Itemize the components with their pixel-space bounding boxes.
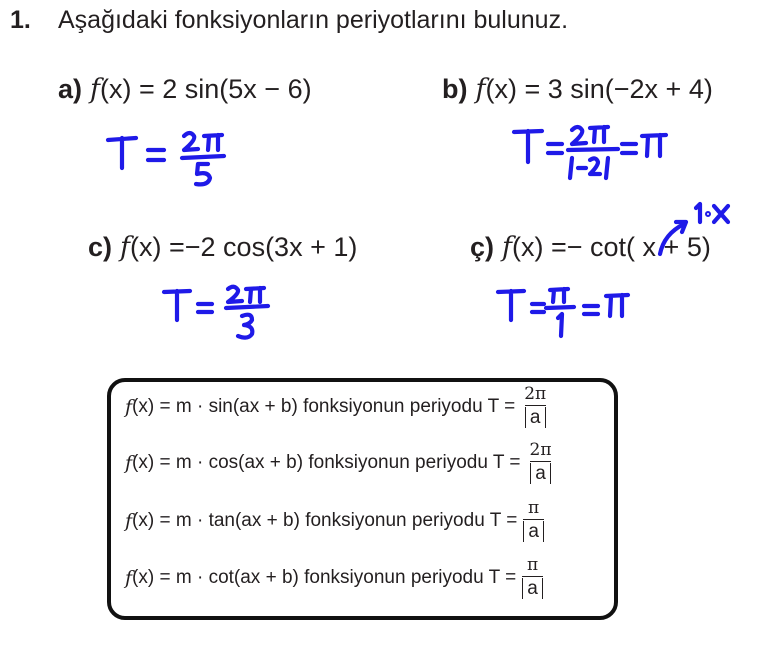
- rule-cos-numerator: 2π: [529, 440, 552, 460]
- problem-b: [442, 74, 713, 105]
- handwritten-answer-b: [510, 122, 690, 188]
- rule-cot: [125, 557, 543, 598]
- problem-c: [88, 232, 357, 263]
- problem-cc-fn: f: [502, 232, 513, 263]
- rule-cot-denominator: [522, 576, 543, 598]
- handwritten-answer-cc: [494, 284, 644, 342]
- rule-sin-fraction: [521, 386, 549, 427]
- rule-tan-fraction: [523, 500, 544, 541]
- rule-cos-abs-a: a: [530, 463, 551, 484]
- question-text: Aşağıdaki fonksiyonların periyotlarını bulunuz.: [58, 6, 569, 34]
- rule-cot-numerator: π: [526, 555, 539, 575]
- rule-cot-fn: f: [125, 566, 133, 589]
- problem-cc-label: ç): [470, 232, 495, 262]
- formula-box: [107, 378, 618, 620]
- problem-b-expr: (x) = 3 sin(−2x + 4): [485, 74, 713, 104]
- problem-b-label: b): [442, 74, 468, 104]
- question-number: 1.: [10, 6, 31, 34]
- rule-cot-fraction: [522, 557, 543, 598]
- problem-a-expr: (x) = 2 sin(5x − 6): [100, 74, 312, 104]
- handwritten-answer-a: [104, 128, 234, 194]
- rule-tan-text: (x) = m · tan(ax + b) fonksiyonun periyodu T =: [132, 509, 518, 531]
- problem-a-fn: f: [90, 74, 101, 105]
- problem-cc-expr: (x) =− cot( x + 5): [512, 232, 711, 262]
- rule-tan: [125, 500, 544, 541]
- rule-sin-abs-a: a: [525, 407, 546, 428]
- rule-sin-fn: f: [125, 395, 133, 418]
- rule-cos-fraction: [527, 442, 555, 483]
- problem-a: [58, 74, 312, 105]
- rule-sin-numerator: 2π: [524, 384, 547, 404]
- rule-sin-text: (x) = m · sin(ax + b) fonksiyonun periyodu T =: [132, 395, 516, 417]
- problem-c-label: c): [88, 232, 113, 262]
- problem-c-fn: f: [120, 232, 131, 263]
- rule-cos-text: (x) = m · cos(ax + b) fonksiyonun periyodu T =: [132, 451, 521, 473]
- rule-sin: [125, 386, 549, 427]
- rule-tan-denominator: [523, 519, 544, 541]
- rule-cos: [125, 442, 555, 483]
- rule-cot-text: (x) = m · cot(ax + b) fonksiyonun periyodu T =: [132, 566, 517, 588]
- rule-cos-fn: f: [125, 451, 133, 474]
- problem-b-fn: f: [475, 74, 486, 105]
- handwritten-answer-c: [160, 284, 280, 342]
- rule-tan-fn: f: [125, 509, 133, 532]
- rule-cot-abs-a: a: [522, 578, 543, 599]
- problem-a-label: a): [58, 74, 83, 104]
- rule-tan-numerator: π: [528, 498, 540, 518]
- rule-tan-abs-a: a: [523, 521, 544, 542]
- problem-c-expr: (x) =−2 cos(3x + 1): [130, 232, 358, 262]
- rule-cos-denominator: [530, 461, 551, 483]
- handwritten-note-1x: [652, 202, 732, 262]
- rule-sin-denominator: [525, 405, 546, 427]
